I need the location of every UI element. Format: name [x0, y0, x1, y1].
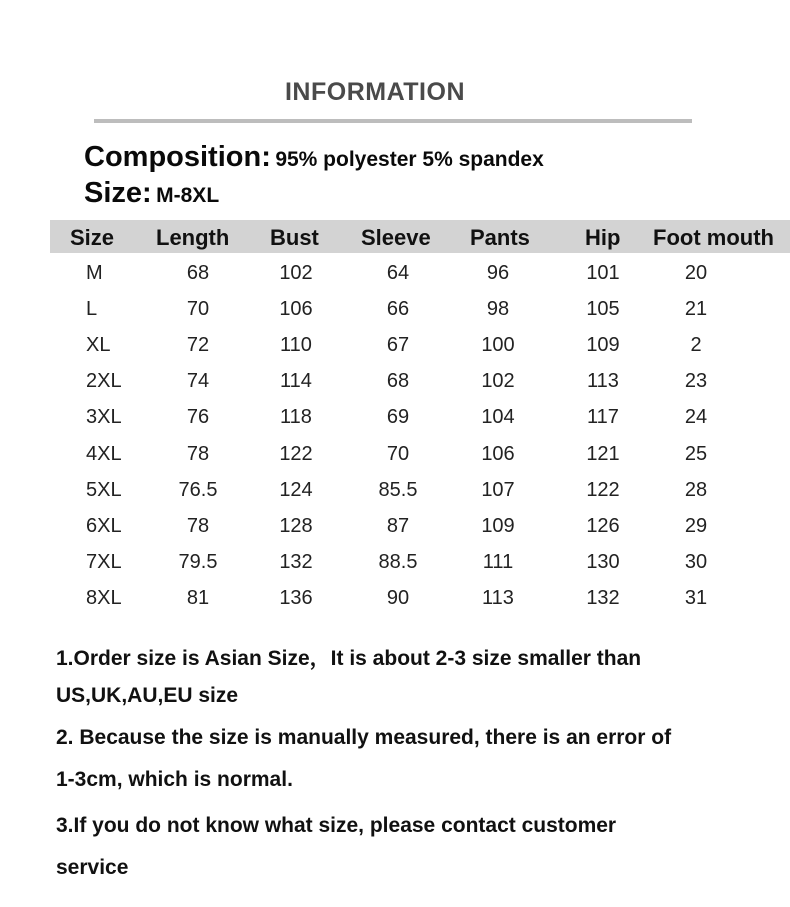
table-row [0, 473, 790, 509]
note-3-line-2: service [56, 856, 129, 879]
cell-bust: 114 [280, 370, 312, 392]
cell-size: XL [86, 334, 111, 356]
cell-bust: 122 [279, 443, 313, 465]
cell-hip: 117 [587, 406, 619, 428]
composition-line [84, 141, 544, 174]
cell-hip: 113 [587, 370, 619, 392]
cell-bust: 106 [279, 298, 313, 320]
header-pants: Pants [470, 225, 530, 250]
note-1-line-2: US,UK,AU,EU size [56, 684, 239, 707]
table-row [0, 256, 790, 292]
cell-sleeve: 90 [386, 587, 410, 609]
cell-length: 68 [186, 262, 210, 284]
size-range-label: Size: [84, 177, 152, 209]
cell-pants: 106 [481, 443, 515, 465]
header-sleeve: Sleeve [361, 225, 431, 250]
cell-foot-mouth: 21 [684, 298, 708, 320]
cell-bust: 124 [279, 479, 313, 501]
table-row [0, 364, 790, 400]
cell-sleeve: 87 [386, 515, 410, 537]
cell-length: 79.5 [178, 551, 218, 573]
cell-length: 72 [186, 334, 210, 356]
cell-pants: 96 [486, 262, 510, 284]
header-size: Size [70, 225, 115, 250]
cell-hip: 101 [586, 262, 620, 284]
cell-hip: 109 [586, 334, 620, 356]
cell-hip: 122 [586, 479, 620, 501]
table-row [0, 328, 790, 364]
cell-size: 3XL [86, 406, 122, 428]
cell-hip: 132 [586, 587, 620, 609]
cell-foot-mouth: 28 [684, 479, 708, 501]
cell-bust: 128 [279, 515, 313, 537]
cell-length: 74 [186, 370, 210, 392]
cell-pants: 111 [482, 551, 514, 573]
note-2-line-2: 1-3cm, which is normal. [56, 768, 293, 791]
table-row [0, 437, 790, 473]
header-length: Length [156, 225, 230, 250]
cell-size: 2XL [86, 370, 122, 392]
cell-pants: 113 [482, 587, 514, 609]
header-foot-mouth: Foot mouth [653, 225, 774, 250]
cell-sleeve: 66 [386, 298, 410, 320]
size-table-header [50, 220, 790, 253]
cell-sleeve: 85.5 [378, 479, 418, 501]
size-range-line [84, 177, 219, 210]
cell-foot-mouth: 31 [684, 587, 708, 609]
cell-length: 78 [186, 443, 210, 465]
note-2-line-1: 2. Because the size is manually measured, there is an error of [56, 726, 672, 749]
cell-size: 8XL [86, 587, 122, 609]
note-3-line-1: 3.If you do not know what size, please contact customer [56, 814, 617, 837]
cell-bust: 136 [279, 587, 313, 609]
note-1-line-1: 1.Order size is Asian Size，It is about 2-3 size smaller than [56, 647, 642, 670]
size-range-value: M-8XL [156, 184, 220, 207]
cell-foot-mouth: 29 [684, 515, 708, 537]
cell-size: L [86, 298, 98, 320]
cell-bust: 118 [280, 406, 312, 428]
cell-length: 81 [186, 587, 210, 609]
cell-sleeve: 67 [386, 334, 410, 356]
table-row [0, 509, 790, 545]
cell-foot-mouth: 25 [684, 443, 708, 465]
cell-foot-mouth: 23 [684, 370, 708, 392]
heading-divider [94, 119, 692, 123]
cell-length: 76 [186, 406, 210, 428]
cell-hip: 126 [586, 515, 620, 537]
size-table-body [0, 256, 790, 618]
cell-size: 7XL [86, 551, 122, 573]
cell-sleeve: 69 [386, 406, 410, 428]
cell-size: 6XL [86, 515, 122, 537]
cell-foot-mouth: 30 [684, 551, 708, 573]
cell-hip: 130 [586, 551, 620, 573]
cell-foot-mouth: 20 [684, 262, 708, 284]
cell-bust: 102 [279, 262, 313, 284]
cell-pants: 109 [481, 515, 515, 537]
table-row [0, 292, 790, 328]
cell-pants: 107 [481, 479, 515, 501]
cell-length: 76.5 [178, 479, 218, 501]
table-row [0, 545, 790, 581]
cell-sleeve: 70 [386, 443, 410, 465]
cell-length: 70 [186, 298, 210, 320]
header-hip: Hip [585, 225, 621, 250]
cell-size: M [86, 262, 103, 284]
cell-hip: 105 [586, 298, 620, 320]
cell-sleeve: 64 [386, 262, 410, 284]
table-row [0, 400, 790, 436]
cell-size: 5XL [86, 479, 122, 501]
composition-value: 95% polyester 5% spandex [275, 148, 544, 171]
cell-foot-mouth: 2 [690, 334, 702, 356]
cell-bust: 132 [279, 551, 313, 573]
cell-pants: 104 [481, 406, 515, 428]
cell-hip: 121 [586, 443, 620, 465]
cell-pants: 102 [481, 370, 515, 392]
header-bust: Bust [270, 225, 319, 250]
cell-length: 78 [186, 515, 210, 537]
cell-foot-mouth: 24 [684, 406, 708, 428]
information-heading: INFORMATION [284, 78, 465, 106]
cell-sleeve: 88.5 [378, 551, 418, 573]
composition-label: Composition: [84, 141, 271, 173]
cell-pants: 98 [486, 298, 510, 320]
cell-bust: 110 [280, 334, 312, 356]
cell-pants: 100 [481, 334, 515, 356]
cell-size: 4XL [86, 443, 122, 465]
table-row [0, 581, 790, 617]
cell-sleeve: 68 [386, 370, 410, 392]
